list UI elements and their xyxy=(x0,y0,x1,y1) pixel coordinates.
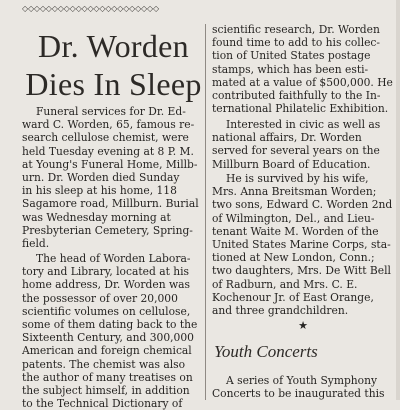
left-column xyxy=(22,0,205,410)
right-column xyxy=(212,0,394,400)
paragraph-funeral-services xyxy=(22,105,205,250)
text-line: national affairs, Dr. Worden xyxy=(212,131,362,145)
paragraph-laboratory xyxy=(22,252,205,410)
text-line: of Radburn, and Mrs. C. E. xyxy=(212,277,358,291)
headline-line-2: Dies In Sleep xyxy=(25,66,202,102)
text-line: the author of many treatises on xyxy=(22,370,193,384)
text-line: ward C. Worden, 65, famous re- xyxy=(22,118,195,132)
text-line: at Young's Funeral Home, Millb- xyxy=(22,157,198,171)
text-line: was Wednesday morning at xyxy=(22,210,171,224)
text-line: urn. Dr. Worden died Sunday xyxy=(22,170,180,184)
text-line: and three grandchildren. xyxy=(212,303,349,317)
text-line: the possessor of over 20,000 xyxy=(22,291,178,305)
ornamental-rule: ◇◇◇◇◇◇◇◇◇◇◇◇◇◇◇◇◇◇◇◇◇◇◇ xyxy=(22,4,159,13)
text-line: Sagamore road, Millburn. Burial xyxy=(22,197,199,211)
text-line: tory and Library, located at his xyxy=(22,265,190,279)
separator-star-icon: ★ xyxy=(298,319,308,332)
paragraph-stamp-collection xyxy=(212,23,394,115)
text-line: of Wilmington, Del., and Lieu- xyxy=(212,211,375,225)
text-line: Interested in civic as well as xyxy=(226,118,381,131)
text-line: tion of United States postage xyxy=(212,49,371,63)
paragraph-civic-affairs xyxy=(212,118,394,171)
paragraph-survivors xyxy=(212,172,394,317)
text-line: Kochenour Jr. of East Orange, xyxy=(212,290,374,304)
text-line: tioned at New London, Conn.; xyxy=(212,251,375,265)
text-line: found time to add to his collec- xyxy=(212,36,381,50)
text-line: He is survived by his wife, xyxy=(226,172,369,185)
text-line: mated at a value of $500,000. He xyxy=(212,75,393,89)
text-line: held Tuesday evening at 8 P. M. xyxy=(22,144,194,158)
text-line: The head of Worden Labora- xyxy=(36,252,191,265)
text-line: home address, Dr. Worden was xyxy=(22,278,190,292)
text-line: in his sleep at his home, 118 xyxy=(22,184,177,198)
text-line: contributed faithfully to the In- xyxy=(212,88,381,102)
text-line: Millburn Board of Education. xyxy=(212,157,371,171)
page-edge xyxy=(396,0,400,400)
paragraph-youth-concerts xyxy=(212,374,394,400)
text-line: scientific volumes on cellulose, xyxy=(22,304,191,318)
text-line: patents. The chemist was also xyxy=(22,357,186,371)
text-line: ternational Philatelic Exhibition. xyxy=(212,102,389,116)
text-line: to the Technical Dictionary of xyxy=(22,397,183,410)
text-line: served for several years on the xyxy=(212,144,380,158)
text-line: A series of Youth Symphony xyxy=(226,374,378,387)
text-line: American and foreign chemical xyxy=(22,344,192,358)
text-line: some of them dating back to the xyxy=(22,317,198,331)
text-line: stamps, which has been esti- xyxy=(212,62,369,76)
text-line: field. xyxy=(22,236,50,250)
text-line: search cellulose chemist, were xyxy=(22,131,189,145)
text-line: the subject himself, in addition xyxy=(22,383,190,397)
text-line: Funeral services for Dr. Ed- xyxy=(36,105,186,118)
text-line: Concerts to be inaugurated this xyxy=(212,387,385,401)
text-line: scientific research, Dr. Worden xyxy=(212,23,380,36)
text-line: two daughters, Mrs. De Witt Bell xyxy=(212,264,391,278)
text-line: Mrs. Anna Breitsman Worden; xyxy=(212,185,377,199)
text-line: two sons, Edward C. Worden 2nd xyxy=(212,198,393,212)
text-line: Sixteenth Century, and 300,000 xyxy=(22,331,194,345)
text-line: tenant Waite M. Worden of the xyxy=(212,224,379,238)
headline-line-1: Dr. Worden xyxy=(38,28,189,64)
column-divider xyxy=(205,24,206,400)
text-line: United States Marine Corps, sta- xyxy=(212,237,391,251)
section-heading-youth-concerts: Youth Concerts xyxy=(214,342,318,361)
text-line: Presbyterian Cemetery, Spring- xyxy=(22,223,193,237)
